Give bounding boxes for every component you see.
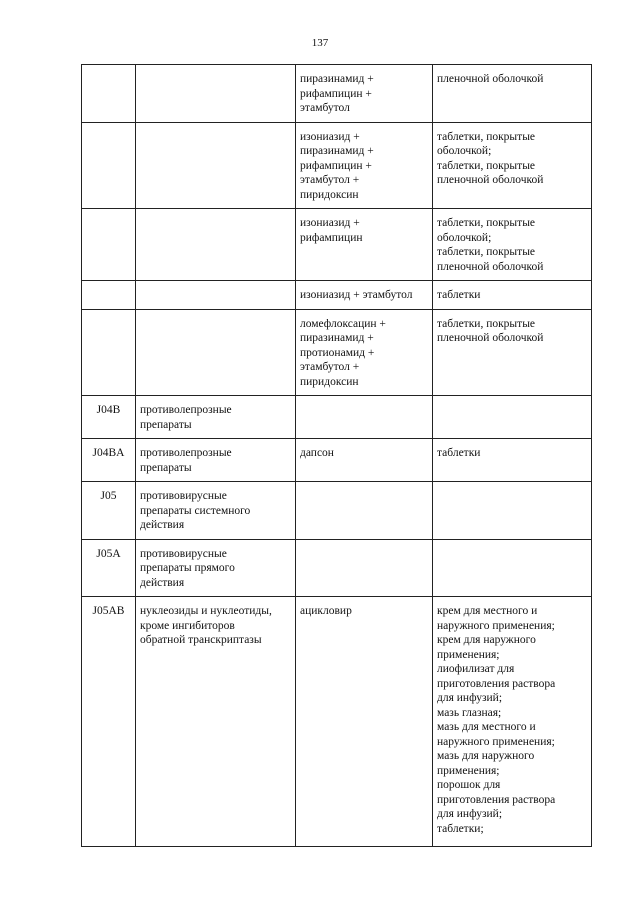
dosage-form-cell <box>433 482 592 540</box>
table-row <box>82 209 592 281</box>
table-row <box>82 597 592 847</box>
atc-code-cell <box>82 209 136 281</box>
table-row <box>82 65 592 123</box>
drug-cell: дапсон <box>296 439 433 482</box>
drug-cell: изониазид + этамбутол <box>296 281 433 310</box>
table-row <box>82 281 592 310</box>
drug-cell: изониазид + пиразинамид + рифампицин + этамбутол + пиридоксин <box>296 122 433 209</box>
dosage-form-cell: таблетки, покрытые оболочкой; таблетки, покрытые пленочной оболочкой <box>433 122 592 209</box>
group-cell <box>136 209 296 281</box>
drug-cell <box>296 396 433 439</box>
drug-cell: пиразинамид + рифампицин + этамбутол <box>296 65 433 123</box>
atc-code-cell <box>82 281 136 310</box>
table-row <box>82 539 592 597</box>
atc-code-cell: J04B <box>82 396 136 439</box>
drug-table <box>81 64 592 847</box>
dosage-form-cell <box>433 396 592 439</box>
drug-cell <box>296 539 433 597</box>
page-number: 137 <box>311 37 329 49</box>
group-cell: нуклеозиды и нуклеотиды, кроме ингибиторов обратной транскриптазы <box>136 597 296 847</box>
dosage-form-cell: крем для местного и наружного применения; крем для наружного применения; лиофилизат для приготовления раствора для инфузий; мазь глазная; мазь для местного и наружного применения; мазь для наружного применения; порошок для приготовления раствора для инфузий; таблетки; <box>433 597 592 847</box>
atc-code-cell: J05 <box>82 482 136 540</box>
group-cell <box>136 65 296 123</box>
group-cell <box>136 122 296 209</box>
dosage-form-cell: пленочной оболочкой <box>433 65 592 123</box>
group-cell: противолепрозные препараты <box>136 439 296 482</box>
table-row <box>82 309 592 396</box>
atc-code-cell: J05AB <box>82 597 136 847</box>
table-row <box>82 482 592 540</box>
group-cell: противовирусные препараты прямого действия <box>136 539 296 597</box>
table-row <box>82 122 592 209</box>
dosage-form-cell: таблетки <box>433 281 592 310</box>
atc-code-cell: J05A <box>82 539 136 597</box>
group-cell <box>136 309 296 396</box>
dosage-form-cell <box>433 539 592 597</box>
dosage-form-cell: таблетки, покрытые пленочной оболочкой <box>433 309 592 396</box>
drug-cell: изониазид + рифампицин <box>296 209 433 281</box>
group-cell: противовирусные препараты системного действия <box>136 482 296 540</box>
atc-code-cell: J04BA <box>82 439 136 482</box>
atc-code-cell <box>82 122 136 209</box>
drug-cell: ацикловир <box>296 597 433 847</box>
group-cell <box>136 281 296 310</box>
dosage-form-cell: таблетки <box>433 439 592 482</box>
dosage-form-cell: таблетки, покрытые оболочкой; таблетки, покрытые пленочной оболочкой <box>433 209 592 281</box>
table-row <box>82 439 592 482</box>
atc-code-cell <box>82 65 136 123</box>
drug-cell <box>296 482 433 540</box>
group-cell: противолепрозные препараты <box>136 396 296 439</box>
table-row <box>82 396 592 439</box>
drug-cell: ломефлоксацин + пиразинамид + протионамид + этамбутол + пиридоксин <box>296 309 433 396</box>
atc-code-cell <box>82 309 136 396</box>
